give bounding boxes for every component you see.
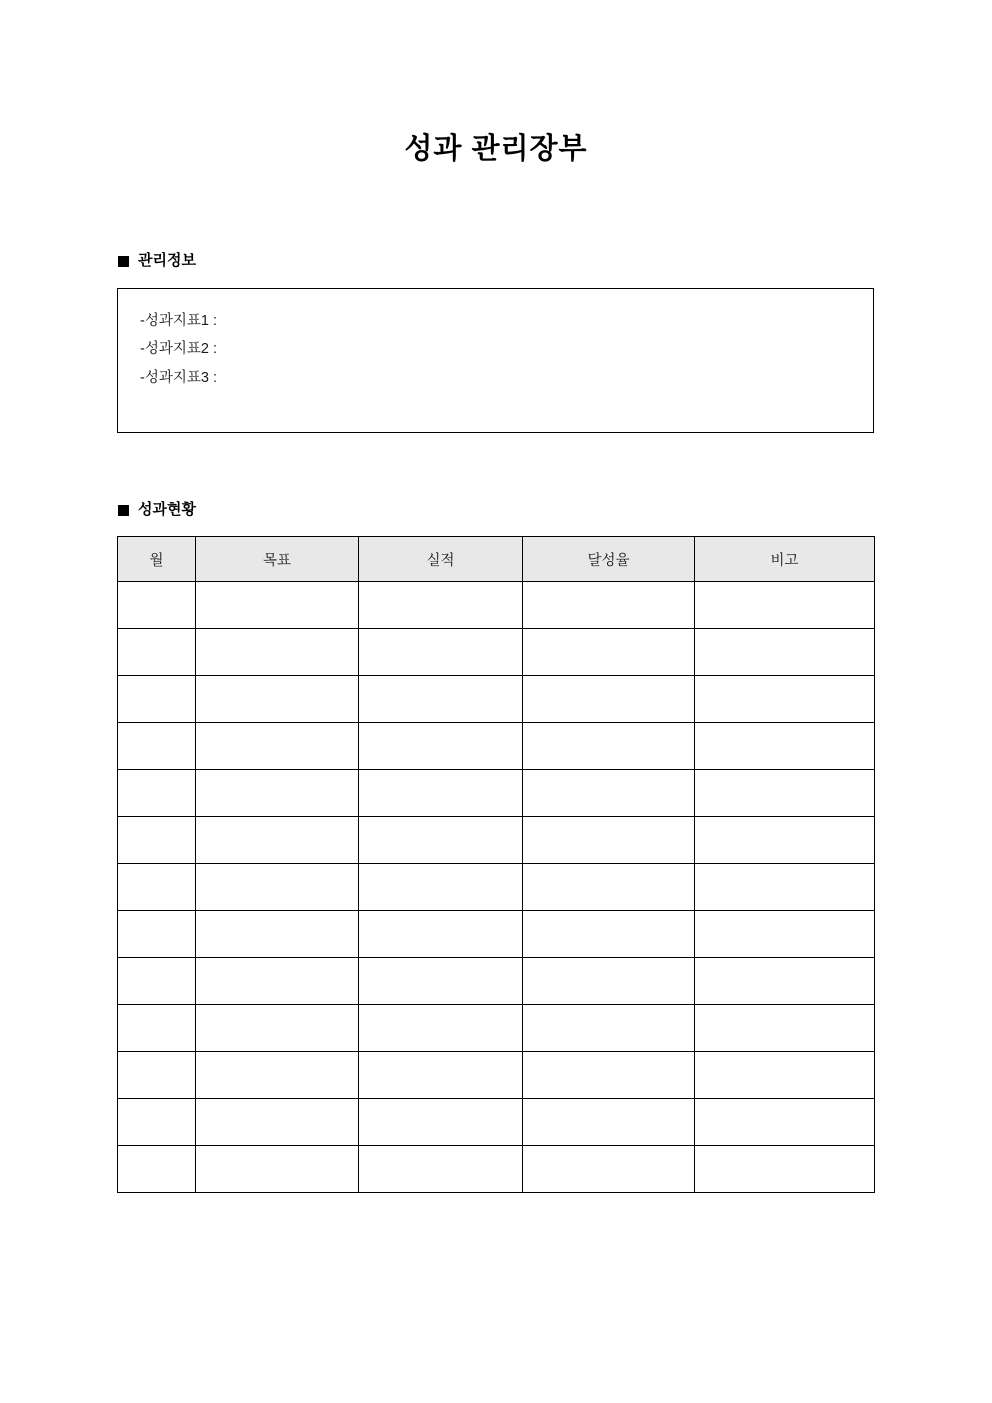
table-cell-target[interactable] — [196, 1099, 359, 1146]
column-header-month: 월 — [118, 537, 196, 582]
table-cell-month[interactable] — [118, 911, 196, 958]
table-cell-target[interactable] — [196, 723, 359, 770]
table-row — [118, 1099, 875, 1146]
section-heading-label: 관리정보 — [138, 252, 196, 269]
table-cell-target[interactable] — [196, 911, 359, 958]
table-body — [118, 582, 875, 1193]
table-cell-achievement-rate[interactable] — [523, 1052, 695, 1099]
table-cell-actual[interactable] — [359, 1146, 523, 1193]
table-cell-actual[interactable] — [359, 676, 523, 723]
table-cell-month[interactable] — [118, 723, 196, 770]
table-cell-actual[interactable] — [359, 629, 523, 676]
table-cell-remarks[interactable] — [695, 911, 875, 958]
black-square-bullet-icon — [118, 505, 129, 516]
table-cell-remarks[interactable] — [695, 1146, 875, 1193]
table-row — [118, 723, 875, 770]
table-cell-achievement-rate[interactable] — [523, 1005, 695, 1052]
table-cell-month[interactable] — [118, 676, 196, 723]
table-cell-remarks[interactable] — [695, 1052, 875, 1099]
table-cell-achievement-rate[interactable] — [523, 1146, 695, 1193]
table-cell-remarks[interactable] — [695, 1099, 875, 1146]
section-heading-label: 성과현황 — [138, 501, 196, 518]
table-cell-remarks[interactable] — [695, 864, 875, 911]
management-info-line-3[interactable]: -성과지표3 : — [140, 369, 217, 386]
table-cell-achievement-rate[interactable] — [523, 1099, 695, 1146]
table-row — [118, 629, 875, 676]
column-header-remarks: 비고 — [695, 537, 875, 582]
table-row — [118, 770, 875, 817]
column-header-actual: 실적 — [359, 537, 523, 582]
table-cell-achievement-rate[interactable] — [523, 676, 695, 723]
column-header-achievement-rate: 달성율 — [523, 537, 695, 582]
table-cell-target[interactable] — [196, 864, 359, 911]
table-cell-month[interactable] — [118, 1146, 196, 1193]
table-cell-target[interactable] — [196, 1052, 359, 1099]
table-cell-month[interactable] — [118, 582, 196, 629]
table-cell-remarks[interactable] — [695, 629, 875, 676]
table-cell-month[interactable] — [118, 817, 196, 864]
table-cell-actual[interactable] — [359, 911, 523, 958]
management-info-line-1[interactable]: -성과지표1 : — [140, 313, 217, 329]
table-cell-target[interactable] — [196, 770, 359, 817]
table-row — [118, 1146, 875, 1193]
performance-table-container — [117, 536, 874, 1193]
table-cell-month[interactable] — [118, 629, 196, 676]
table-cell-month[interactable] — [118, 1052, 196, 1099]
section-heading-performance-status — [118, 501, 196, 519]
management-info-line-2[interactable]: -성과지표2 : — [140, 341, 217, 358]
table-cell-achievement-rate[interactable] — [523, 817, 695, 864]
table-cell-achievement-rate[interactable] — [523, 723, 695, 770]
table-cell-achievement-rate[interactable] — [523, 864, 695, 911]
black-square-bullet-icon — [118, 256, 129, 267]
table-row — [118, 582, 875, 629]
table-row — [118, 1052, 875, 1099]
table-cell-actual[interactable] — [359, 770, 523, 817]
table-cell-achievement-rate[interactable] — [523, 911, 695, 958]
table-row — [118, 676, 875, 723]
table-cell-month[interactable] — [118, 1099, 196, 1146]
table-cell-target[interactable] — [196, 1005, 359, 1052]
table-header — [118, 537, 875, 582]
table-cell-month[interactable] — [118, 770, 196, 817]
table-cell-actual[interactable] — [359, 1052, 523, 1099]
table-cell-actual[interactable] — [359, 1005, 523, 1052]
table-cell-target[interactable] — [196, 629, 359, 676]
table-cell-remarks[interactable] — [695, 676, 875, 723]
table-cell-achievement-rate[interactable] — [523, 629, 695, 676]
table-row — [118, 817, 875, 864]
table-cell-month[interactable] — [118, 1005, 196, 1052]
table-cell-achievement-rate[interactable] — [523, 958, 695, 1005]
table-cell-target[interactable] — [196, 676, 359, 723]
management-info-box[interactable] — [117, 288, 874, 433]
table-cell-month[interactable] — [118, 864, 196, 911]
column-header-target: 목표 — [196, 537, 359, 582]
table-cell-actual[interactable] — [359, 582, 523, 629]
management-info-line-list — [118, 289, 873, 392]
section-heading-management-info — [118, 252, 196, 270]
table-cell-achievement-rate[interactable] — [523, 770, 695, 817]
page-title: 성과 관리장부 — [404, 133, 588, 165]
table-cell-remarks[interactable] — [695, 817, 875, 864]
table-cell-target[interactable] — [196, 582, 359, 629]
table-header-row — [118, 537, 875, 582]
table-cell-month[interactable] — [118, 958, 196, 1005]
table-cell-target[interactable] — [196, 817, 359, 864]
table-cell-remarks[interactable] — [695, 582, 875, 629]
table-cell-actual[interactable] — [359, 864, 523, 911]
table-row — [118, 1005, 875, 1052]
table-cell-remarks[interactable] — [695, 723, 875, 770]
table-cell-target[interactable] — [196, 1146, 359, 1193]
table-cell-actual[interactable] — [359, 817, 523, 864]
table-cell-actual[interactable] — [359, 1099, 523, 1146]
table-cell-remarks[interactable] — [695, 770, 875, 817]
table-cell-remarks[interactable] — [695, 958, 875, 1005]
table-cell-actual[interactable] — [359, 958, 523, 1005]
table-row — [118, 958, 875, 1005]
table-cell-remarks[interactable] — [695, 1005, 875, 1052]
performance-status-table — [117, 536, 875, 1193]
table-cell-achievement-rate[interactable] — [523, 582, 695, 629]
table-cell-actual[interactable] — [359, 723, 523, 770]
table-row — [118, 864, 875, 911]
table-row — [118, 911, 875, 958]
table-cell-target[interactable] — [196, 958, 359, 1005]
